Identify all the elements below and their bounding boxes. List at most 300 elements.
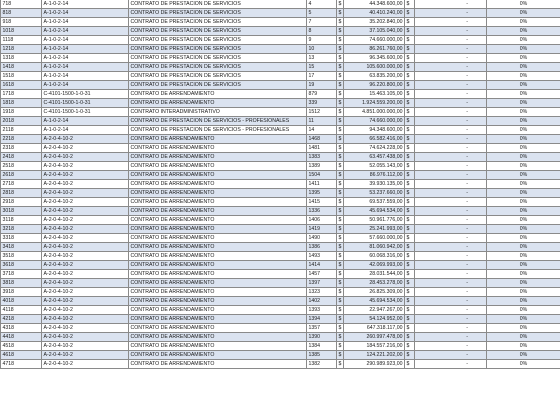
table-row (1, 144, 560, 153)
table-row (1, 252, 560, 261)
contract-value-cell: 4.851.000.000,00 (344, 108, 405, 117)
currency-symbol-cell: $ (337, 72, 344, 81)
table-row (1, 306, 560, 315)
contract-number-cell: 1512 (307, 108, 337, 117)
currency-symbol-cell: $ (405, 90, 415, 99)
contract-number-cell: 1394 (307, 315, 337, 324)
percentage-cell: 0% (487, 81, 560, 90)
executed-value-cell: - (415, 234, 487, 243)
table-row (1, 108, 560, 117)
table-row (1, 9, 560, 18)
percentage-cell: 0% (487, 54, 560, 63)
row-id-cell: 2818 (1, 189, 42, 198)
row-id-cell: 3418 (1, 243, 42, 252)
currency-symbol-cell: $ (337, 207, 344, 216)
currency-symbol-cell: $ (405, 171, 415, 180)
executed-value-cell: - (415, 252, 487, 261)
contract-type-cell: CONTRATO DE ARRENDAMIENTO (129, 261, 307, 270)
contract-number-cell: 339 (307, 99, 337, 108)
executed-value-cell: - (415, 306, 487, 315)
budget-code-cell: A-2-0-4-10-2 (42, 315, 129, 324)
row-id-cell: 3218 (1, 225, 42, 234)
contract-value-cell: 96.345.600,00 (344, 54, 405, 63)
contract-type-cell: CONTRATO DE ARRENDAMIENTO (129, 90, 307, 99)
contract-value-cell: 63.835.200,00 (344, 72, 405, 81)
row-id-cell: 2118 (1, 126, 42, 135)
contract-number-cell: 11 (307, 117, 337, 126)
percentage-cell: 0% (487, 288, 560, 297)
currency-symbol-cell: $ (337, 90, 344, 99)
percentage-cell: 0% (487, 171, 560, 180)
table-body (1, 0, 560, 369)
currency-symbol-cell: $ (337, 189, 344, 198)
budget-code-cell: A-2-0-4-10-2 (42, 333, 129, 342)
contract-value-cell: 81.060.942,00 (344, 243, 405, 252)
contract-type-cell: CONTRATO DE ARRENDAMIENTO (129, 270, 307, 279)
contract-type-cell: CONTRATO DE PRESTACION DE SERVICIOS (129, 27, 307, 36)
executed-value-cell: - (415, 162, 487, 171)
currency-symbol-cell: $ (337, 252, 344, 261)
currency-symbol-cell: $ (337, 99, 344, 108)
percentage-cell: 0% (487, 153, 560, 162)
table-row (1, 135, 560, 144)
currency-symbol-cell: $ (337, 360, 344, 369)
contract-number-cell: 7 (307, 18, 337, 27)
table-row (1, 270, 560, 279)
contract-number-cell: 1383 (307, 153, 337, 162)
row-id-cell: 3318 (1, 234, 42, 243)
percentage-cell: 0% (487, 333, 560, 342)
contract-number-cell: 4 (307, 0, 337, 9)
table-row (1, 171, 560, 180)
currency-symbol-cell: $ (337, 81, 344, 90)
contract-number-cell: 1419 (307, 225, 337, 234)
table-row (1, 261, 560, 270)
contract-type-cell: CONTRATO DE ARRENDAMIENTO (129, 99, 307, 108)
contract-type-cell: CONTRATO DE PRESTACION DE SERVICIOS (129, 54, 307, 63)
contract-value-cell: 74.660.000,00 (344, 36, 405, 45)
currency-symbol-cell: $ (337, 108, 344, 117)
row-id-cell: 1818 (1, 99, 42, 108)
budget-code-cell: A-2-0-4-10-2 (42, 180, 129, 189)
currency-symbol-cell: $ (405, 288, 415, 297)
percentage-cell: 0% (487, 216, 560, 225)
contract-number-cell: 1490 (307, 234, 337, 243)
contract-value-cell: 22.947.267,00 (344, 306, 405, 315)
currency-symbol-cell: $ (405, 342, 415, 351)
executed-value-cell: - (415, 351, 487, 360)
row-id-cell: 2318 (1, 144, 42, 153)
percentage-cell: 0% (487, 306, 560, 315)
row-id-cell: 4318 (1, 324, 42, 333)
percentage-cell: 0% (487, 279, 560, 288)
contract-type-cell: CONTRATO DE ARRENDAMIENTO (129, 252, 307, 261)
budget-code-cell: A-2-0-4-10-2 (42, 153, 129, 162)
table-row (1, 180, 560, 189)
percentage-cell: 0% (487, 342, 560, 351)
budget-code-cell: A-2-0-4-10-2 (42, 252, 129, 261)
currency-symbol-cell: $ (405, 54, 415, 63)
budget-code-cell: A-2-0-4-10-2 (42, 189, 129, 198)
executed-value-cell: - (415, 279, 487, 288)
budget-code-cell: C-4101-1500-1-0-31 (42, 108, 129, 117)
currency-symbol-cell: $ (405, 9, 415, 18)
percentage-cell: 0% (487, 144, 560, 153)
currency-symbol-cell: $ (405, 234, 415, 243)
table-row (1, 351, 560, 360)
row-id-cell: 1418 (1, 63, 42, 72)
currency-symbol-cell: $ (337, 279, 344, 288)
contract-number-cell: 8 (307, 27, 337, 36)
row-id-cell: 3018 (1, 207, 42, 216)
currency-symbol-cell: $ (405, 27, 415, 36)
currency-symbol-cell: $ (405, 180, 415, 189)
budget-code-cell: C-4101-1500-1-0-31 (42, 99, 129, 108)
table-row (1, 216, 560, 225)
table-row (1, 342, 560, 351)
contract-number-cell: 1389 (307, 162, 337, 171)
contract-value-cell: 74.660.000,00 (344, 117, 405, 126)
contract-type-cell: CONTRATO DE ARRENDAMIENTO (129, 135, 307, 144)
executed-value-cell: - (415, 9, 487, 18)
contract-value-cell: 63.457.438,00 (344, 153, 405, 162)
executed-value-cell: - (415, 207, 487, 216)
contract-number-cell: 879 (307, 90, 337, 99)
currency-symbol-cell: $ (337, 162, 344, 171)
contract-value-cell: 74.624.228,00 (344, 144, 405, 153)
currency-symbol-cell: $ (405, 243, 415, 252)
budget-code-cell: A-2-0-4-10-2 (42, 216, 129, 225)
budget-code-cell: A-1-0-2-14 (42, 9, 129, 18)
currency-symbol-cell: $ (337, 54, 344, 63)
budget-code-cell: A-2-0-4-10-2 (42, 135, 129, 144)
budget-code-cell: A-2-0-4-10-2 (42, 261, 129, 270)
executed-value-cell: - (415, 54, 487, 63)
percentage-cell: 0% (487, 63, 560, 72)
row-id-cell: 1618 (1, 81, 42, 90)
contract-type-cell: CONTRATO DE ARRENDAMIENTO (129, 207, 307, 216)
percentage-cell: 0% (487, 234, 560, 243)
contract-value-cell: 28.453.278,00 (344, 279, 405, 288)
executed-value-cell: - (415, 216, 487, 225)
contract-value-cell: 35.202.840,00 (344, 18, 405, 27)
currency-symbol-cell: $ (405, 360, 415, 369)
budget-code-cell: A-2-0-4-10-2 (42, 234, 129, 243)
contract-value-cell: 28.031.544,00 (344, 270, 405, 279)
executed-value-cell: - (415, 36, 487, 45)
budget-code-cell: A-2-0-4-10-2 (42, 279, 129, 288)
currency-symbol-cell: $ (405, 297, 415, 306)
contract-type-cell: CONTRATO DE ARRENDAMIENTO (129, 189, 307, 198)
contract-number-cell: 1504 (307, 171, 337, 180)
table-row (1, 54, 560, 63)
table-row (1, 234, 560, 243)
row-id-cell: 1218 (1, 45, 42, 54)
contract-value-cell: 96.220.800,00 (344, 81, 405, 90)
row-id-cell: 3618 (1, 261, 42, 270)
contract-value-cell: 124.221.202,00 (344, 351, 405, 360)
percentage-cell: 0% (487, 0, 560, 9)
row-id-cell: 2718 (1, 180, 42, 189)
currency-symbol-cell: $ (337, 216, 344, 225)
table-row (1, 297, 560, 306)
contract-value-cell: 66.582.416,00 (344, 135, 405, 144)
currency-symbol-cell: $ (337, 171, 344, 180)
currency-symbol-cell: $ (405, 198, 415, 207)
contract-number-cell: 17 (307, 72, 337, 81)
contract-number-cell: 1336 (307, 207, 337, 216)
contract-value-cell: 60.068.316,00 (344, 252, 405, 261)
budget-code-cell: C-4101-1500-1-0-31 (42, 90, 129, 99)
table-row (1, 225, 560, 234)
table-row (1, 243, 560, 252)
table-row (1, 18, 560, 27)
contract-type-cell: CONTRATO DE PRESTACION DE SERVICIOS (129, 72, 307, 81)
contract-value-cell: 57.660.000,00 (344, 234, 405, 243)
currency-symbol-cell: $ (337, 36, 344, 45)
currency-symbol-cell: $ (405, 0, 415, 9)
row-id-cell: 2418 (1, 153, 42, 162)
contract-type-cell: CONTRATO DE ARRENDAMIENTO (129, 153, 307, 162)
executed-value-cell: - (415, 288, 487, 297)
currency-symbol-cell: $ (337, 135, 344, 144)
currency-symbol-cell: $ (405, 225, 415, 234)
contract-type-cell: CONTRATO DE PRESTACION DE SERVICIOS (129, 36, 307, 45)
executed-value-cell: - (415, 81, 487, 90)
executed-value-cell: - (415, 126, 487, 135)
executed-value-cell: - (415, 180, 487, 189)
budget-code-cell: A-2-0-4-10-2 (42, 162, 129, 171)
contract-number-cell: 1406 (307, 216, 337, 225)
budget-code-cell: A-1-0-2-14 (42, 63, 129, 72)
currency-symbol-cell: $ (337, 45, 344, 54)
contract-value-cell: 647.318.117,00 (344, 324, 405, 333)
percentage-cell: 0% (487, 351, 560, 360)
currency-symbol-cell: $ (405, 306, 415, 315)
executed-value-cell: - (415, 324, 487, 333)
contract-value-cell: 54.124.952,00 (344, 315, 405, 324)
currency-symbol-cell: $ (337, 144, 344, 153)
contract-number-cell: 1323 (307, 288, 337, 297)
currency-symbol-cell: $ (405, 135, 415, 144)
contract-value-cell: 50.961.776,00 (344, 216, 405, 225)
contract-type-cell: CONTRATO DE ARRENDAMIENTO (129, 297, 307, 306)
table-row (1, 360, 560, 369)
row-id-cell: 1318 (1, 54, 42, 63)
currency-symbol-cell: $ (337, 234, 344, 243)
contract-value-cell: 42.069.993,00 (344, 261, 405, 270)
contract-value-cell: 184.557.216,00 (344, 342, 405, 351)
table-row (1, 99, 560, 108)
row-id-cell: 718 (1, 0, 42, 9)
contract-number-cell: 19 (307, 81, 337, 90)
executed-value-cell: - (415, 270, 487, 279)
contract-type-cell: CONTRATO DE ARRENDAMIENTO (129, 216, 307, 225)
budget-code-cell: A-2-0-4-10-2 (42, 324, 129, 333)
budget-code-cell: A-1-0-2-14 (42, 27, 129, 36)
table-row (1, 207, 560, 216)
contract-number-cell: 1481 (307, 144, 337, 153)
contract-number-cell: 1415 (307, 198, 337, 207)
contract-number-cell: 5 (307, 9, 337, 18)
row-id-cell: 4018 (1, 297, 42, 306)
contract-value-cell: 69.537.559,00 (344, 198, 405, 207)
budget-code-cell: A-2-0-4-10-2 (42, 171, 129, 180)
executed-value-cell: - (415, 117, 487, 126)
contract-value-cell: 40.410.240,00 (344, 9, 405, 18)
contract-value-cell: 45.694.534,00 (344, 207, 405, 216)
currency-symbol-cell: $ (405, 162, 415, 171)
table-row (1, 63, 560, 72)
contract-number-cell: 1397 (307, 279, 337, 288)
currency-symbol-cell: $ (337, 270, 344, 279)
percentage-cell: 0% (487, 36, 560, 45)
executed-value-cell: - (415, 198, 487, 207)
contract-number-cell: 1382 (307, 360, 337, 369)
executed-value-cell: - (415, 243, 487, 252)
percentage-cell: 0% (487, 180, 560, 189)
budget-code-cell: A-1-0-2-14 (42, 126, 129, 135)
contract-value-cell: 45.694.534,00 (344, 297, 405, 306)
currency-symbol-cell: $ (337, 18, 344, 27)
contract-type-cell: CONTRATO DE ARRENDAMIENTO (129, 198, 307, 207)
contract-value-cell: 37.105.040,00 (344, 27, 405, 36)
currency-symbol-cell: $ (337, 315, 344, 324)
row-id-cell: 1918 (1, 108, 42, 117)
budget-code-cell: A-2-0-4-10-2 (42, 144, 129, 153)
currency-symbol-cell: $ (405, 189, 415, 198)
contract-value-cell: 1.924.559.200,00 (344, 99, 405, 108)
row-id-cell: 2618 (1, 171, 42, 180)
currency-symbol-cell: $ (405, 351, 415, 360)
row-id-cell: 1018 (1, 27, 42, 36)
currency-symbol-cell: $ (405, 252, 415, 261)
executed-value-cell: - (415, 45, 487, 54)
currency-symbol-cell: $ (405, 18, 415, 27)
budget-code-cell: A-1-0-2-14 (42, 45, 129, 54)
budget-code-cell: A-2-0-4-10-2 (42, 270, 129, 279)
currency-symbol-cell: $ (405, 153, 415, 162)
row-id-cell: 3918 (1, 288, 42, 297)
percentage-cell: 0% (487, 315, 560, 324)
row-id-cell: 3518 (1, 252, 42, 261)
row-id-cell: 2518 (1, 162, 42, 171)
executed-value-cell: - (415, 108, 487, 117)
contract-type-cell: CONTRATO DE ARRENDAMIENTO (129, 342, 307, 351)
contract-type-cell: CONTRATO DE ARRENDAMIENTO (129, 243, 307, 252)
currency-symbol-cell: $ (405, 45, 415, 54)
contract-type-cell: CONTRATO DE PRESTACION DE SERVICIOS (129, 45, 307, 54)
percentage-cell: 0% (487, 270, 560, 279)
row-id-cell: 2018 (1, 117, 42, 126)
table-row (1, 90, 560, 99)
table-row (1, 81, 560, 90)
contract-value-cell: 52.055.143,00 (344, 162, 405, 171)
contract-number-cell: 9 (307, 36, 337, 45)
table-row (1, 162, 560, 171)
contract-value-cell: 15.463.105,00 (344, 90, 405, 99)
currency-symbol-cell: $ (337, 198, 344, 207)
percentage-cell: 0% (487, 18, 560, 27)
executed-value-cell: - (415, 63, 487, 72)
executed-value-cell: - (415, 225, 487, 234)
table-row (1, 288, 560, 297)
currency-symbol-cell: $ (405, 36, 415, 45)
contract-value-cell: 44.348.600,00 (344, 0, 405, 9)
table-row (1, 117, 560, 126)
row-id-cell: 1718 (1, 90, 42, 99)
currency-symbol-cell: $ (337, 333, 344, 342)
contract-type-cell: CONTRATO DE ARRENDAMIENTO (129, 315, 307, 324)
percentage-cell: 0% (487, 189, 560, 198)
percentage-cell: 0% (487, 198, 560, 207)
currency-symbol-cell: $ (337, 27, 344, 36)
contract-number-cell: 1395 (307, 189, 337, 198)
currency-symbol-cell: $ (337, 243, 344, 252)
row-id-cell: 1518 (1, 72, 42, 81)
contract-number-cell: 1390 (307, 333, 337, 342)
executed-value-cell: - (415, 0, 487, 9)
percentage-cell: 0% (487, 324, 560, 333)
table-row (1, 279, 560, 288)
row-id-cell: 2218 (1, 135, 42, 144)
currency-symbol-cell: $ (405, 207, 415, 216)
contract-number-cell: 1385 (307, 351, 337, 360)
contract-number-cell: 10 (307, 45, 337, 54)
currency-symbol-cell: $ (337, 180, 344, 189)
contract-number-cell: 1414 (307, 261, 337, 270)
percentage-cell: 0% (487, 27, 560, 36)
executed-value-cell: - (415, 342, 487, 351)
executed-value-cell: - (415, 333, 487, 342)
budget-code-cell: A-2-0-4-10-2 (42, 360, 129, 369)
contract-value-cell: 39.930.135,00 (344, 180, 405, 189)
contract-type-cell: CONTRATO DE ARRENDAMIENTO (129, 234, 307, 243)
contract-number-cell: 1393 (307, 306, 337, 315)
currency-symbol-cell: $ (337, 324, 344, 333)
contract-value-cell: 86.976.112,00 (344, 171, 405, 180)
currency-symbol-cell: $ (405, 333, 415, 342)
contract-type-cell: CONTRATO DE ARRENDAMIENTO (129, 324, 307, 333)
row-id-cell: 4618 (1, 351, 42, 360)
percentage-cell: 0% (487, 117, 560, 126)
contract-type-cell: CONTRATO DE PRESTACION DE SERVICIOS - PROFESIONALES (129, 117, 307, 126)
contract-type-cell: CONTRATO DE PRESTACION DE SERVICIOS (129, 63, 307, 72)
executed-value-cell: - (415, 171, 487, 180)
percentage-cell: 0% (487, 126, 560, 135)
executed-value-cell: - (415, 153, 487, 162)
table-row (1, 27, 560, 36)
contract-number-cell: 1386 (307, 243, 337, 252)
contract-number-cell: 15 (307, 63, 337, 72)
currency-symbol-cell: $ (405, 81, 415, 90)
executed-value-cell: - (415, 99, 487, 108)
currency-symbol-cell: $ (405, 279, 415, 288)
contract-type-cell: CONTRATO DE PRESTACION DE SERVICIOS (129, 81, 307, 90)
budget-code-cell: A-1-0-2-14 (42, 117, 129, 126)
currency-symbol-cell: $ (337, 117, 344, 126)
currency-symbol-cell: $ (405, 72, 415, 81)
budget-code-cell: A-1-0-2-14 (42, 81, 129, 90)
budget-code-cell: A-1-0-2-14 (42, 72, 129, 81)
percentage-cell: 0% (487, 9, 560, 18)
row-id-cell: 3718 (1, 270, 42, 279)
contract-type-cell: CONTRATO DE PRESTACION DE SERVICIOS (129, 18, 307, 27)
percentage-cell: 0% (487, 360, 560, 369)
budget-code-cell: A-1-0-2-14 (42, 54, 129, 63)
contract-type-cell: CONTRATO DE ARRENDAMIENTO (129, 333, 307, 342)
percentage-cell: 0% (487, 207, 560, 216)
